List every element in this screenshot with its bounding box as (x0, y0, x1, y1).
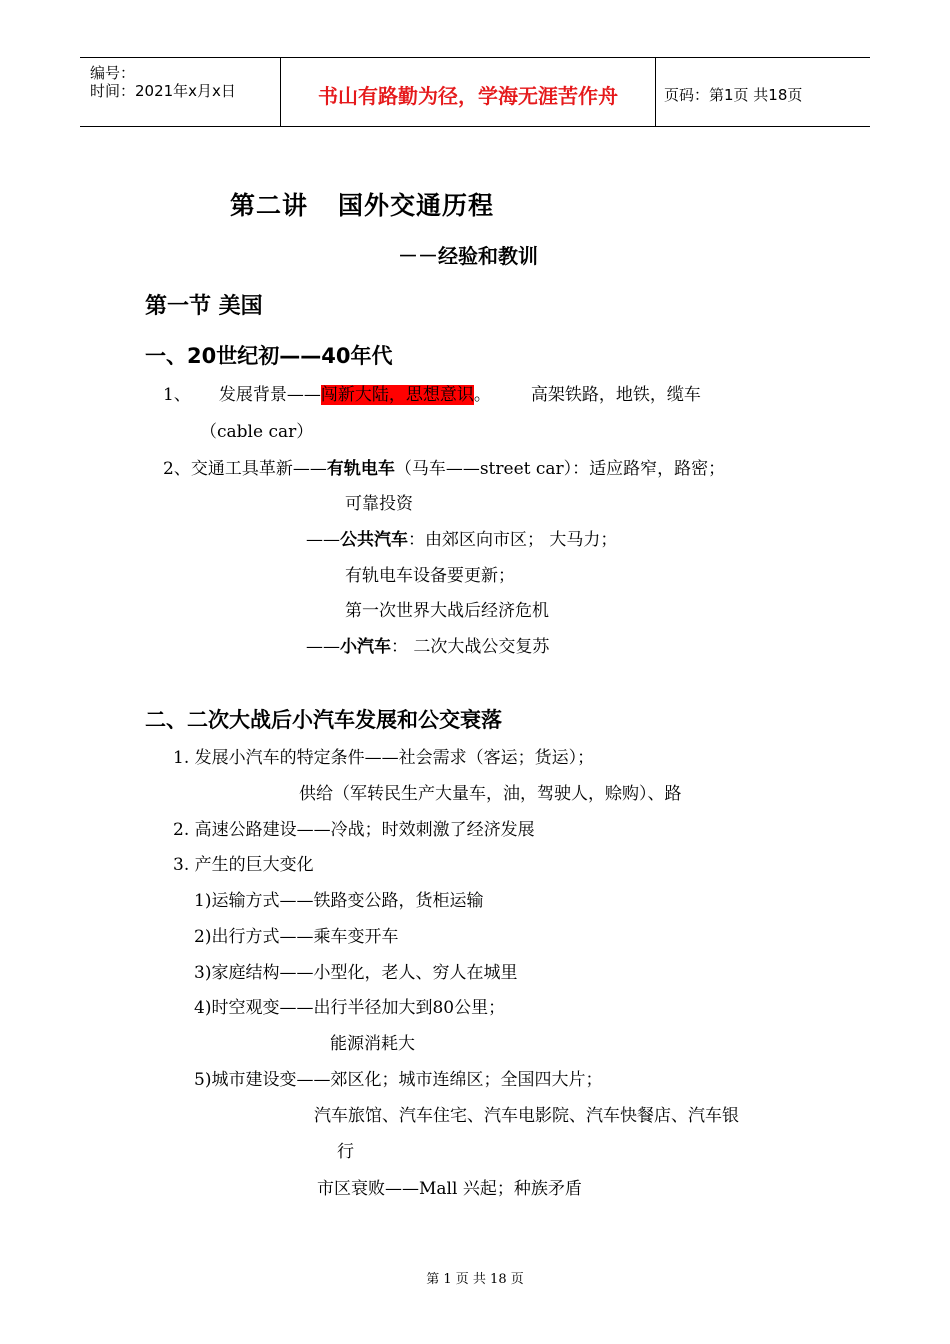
item2-bold: 有轨电车 (326, 459, 395, 479)
item1-after: 。 (473, 385, 491, 405)
bus-label: 公共汽车 (340, 530, 408, 550)
title-topic: 国外交通历程 (338, 191, 495, 220)
part2-line: 3)家庭结构——小型化，老人、穷人在城里 (194, 963, 518, 983)
car-label: 小汽车 (340, 637, 391, 657)
part2-line: 5)城市建设变——郊区化；城市连绵区；全国四大片； (194, 1070, 603, 1090)
page-subtitle: －－经验和教训 (398, 244, 538, 268)
part2-line: 供给（军转民生产大量车，油，驾驶人，赊购）、路 (299, 784, 682, 804)
page-footer: 第 1 页 共 18 页 (426, 1272, 524, 1287)
part2-line: 能源消耗大 (330, 1034, 415, 1054)
part2-line: 1. 发展小汽车的特定条件——社会需求（客运；货运）； (173, 748, 595, 768)
item2-line6 (306, 632, 549, 657)
item2-line3 (306, 525, 617, 550)
section-heading: 第一节 美国 (145, 294, 263, 319)
number-label: 编号： (90, 64, 136, 82)
part2-line: 市区衰败——Mall 兴起；种族矛盾 (317, 1179, 582, 1199)
car-rest: ： 二次大战公交复苏 (391, 637, 550, 657)
item1-highlight: 闯新大陆，思想意识 (320, 385, 474, 405)
part2-line: 行 (337, 1142, 354, 1162)
header-motto-cell (280, 58, 656, 126)
item1-label: 发展背景—— (218, 385, 321, 405)
page-info: 页码：第1页 共18页 (664, 86, 803, 104)
part2-line: 3. 产生的巨大变化 (173, 855, 314, 875)
item2-rest: （马车——street car）：适应路窄，路密； (394, 459, 726, 479)
part2-line: 4)时空观变——出行半径加大到80公里； (194, 998, 506, 1018)
item1-continuation: （cable car） (200, 422, 314, 442)
page-title (230, 186, 494, 222)
part2-line: 1)运输方式——铁路变公路，货柜运输 (194, 891, 484, 911)
header-meta-cell (80, 58, 280, 126)
page-header (80, 57, 870, 127)
item1-num: 1、 (163, 385, 191, 405)
item1-tail: 高架铁路，地铁，缆车 (530, 385, 701, 405)
dash: —— (306, 530, 340, 550)
item2-line4: 有轨电车设备要更新； (345, 566, 515, 586)
part1-item2 (163, 454, 725, 479)
bus-rest: ：由郊区向市区； 大马力； (408, 530, 618, 550)
motto: 书山有路勤为径，学海无涯苦作舟 (318, 84, 618, 108)
item2-prefix: 2、交通工具革新—— (163, 459, 327, 479)
title-lecture: 第二讲 (230, 191, 309, 220)
part1-item1 (163, 380, 701, 405)
part2-line: 汽车旅馆、汽车住宅、汽车电影院、汽车快餐店、汽车银 (314, 1106, 739, 1126)
part1-heading: 一、20世纪初——40年代 (145, 344, 393, 368)
part2-heading: 二、二次大战后小汽车发展和公交衰落 (145, 708, 502, 732)
dash: —— (306, 637, 340, 657)
item2-line2: 可靠投资 (345, 494, 413, 514)
item2-line5: 第一次世界大战后经济危机 (345, 601, 549, 621)
part2-line: 2. 高速公路建设——冷战；时效刺激了经济发展 (173, 820, 535, 840)
time-label: 时间：2021年x月x日 (90, 82, 236, 100)
part2-line: 2)出行方式——乘车变开车 (194, 927, 399, 947)
header-page-cell (655, 58, 870, 126)
